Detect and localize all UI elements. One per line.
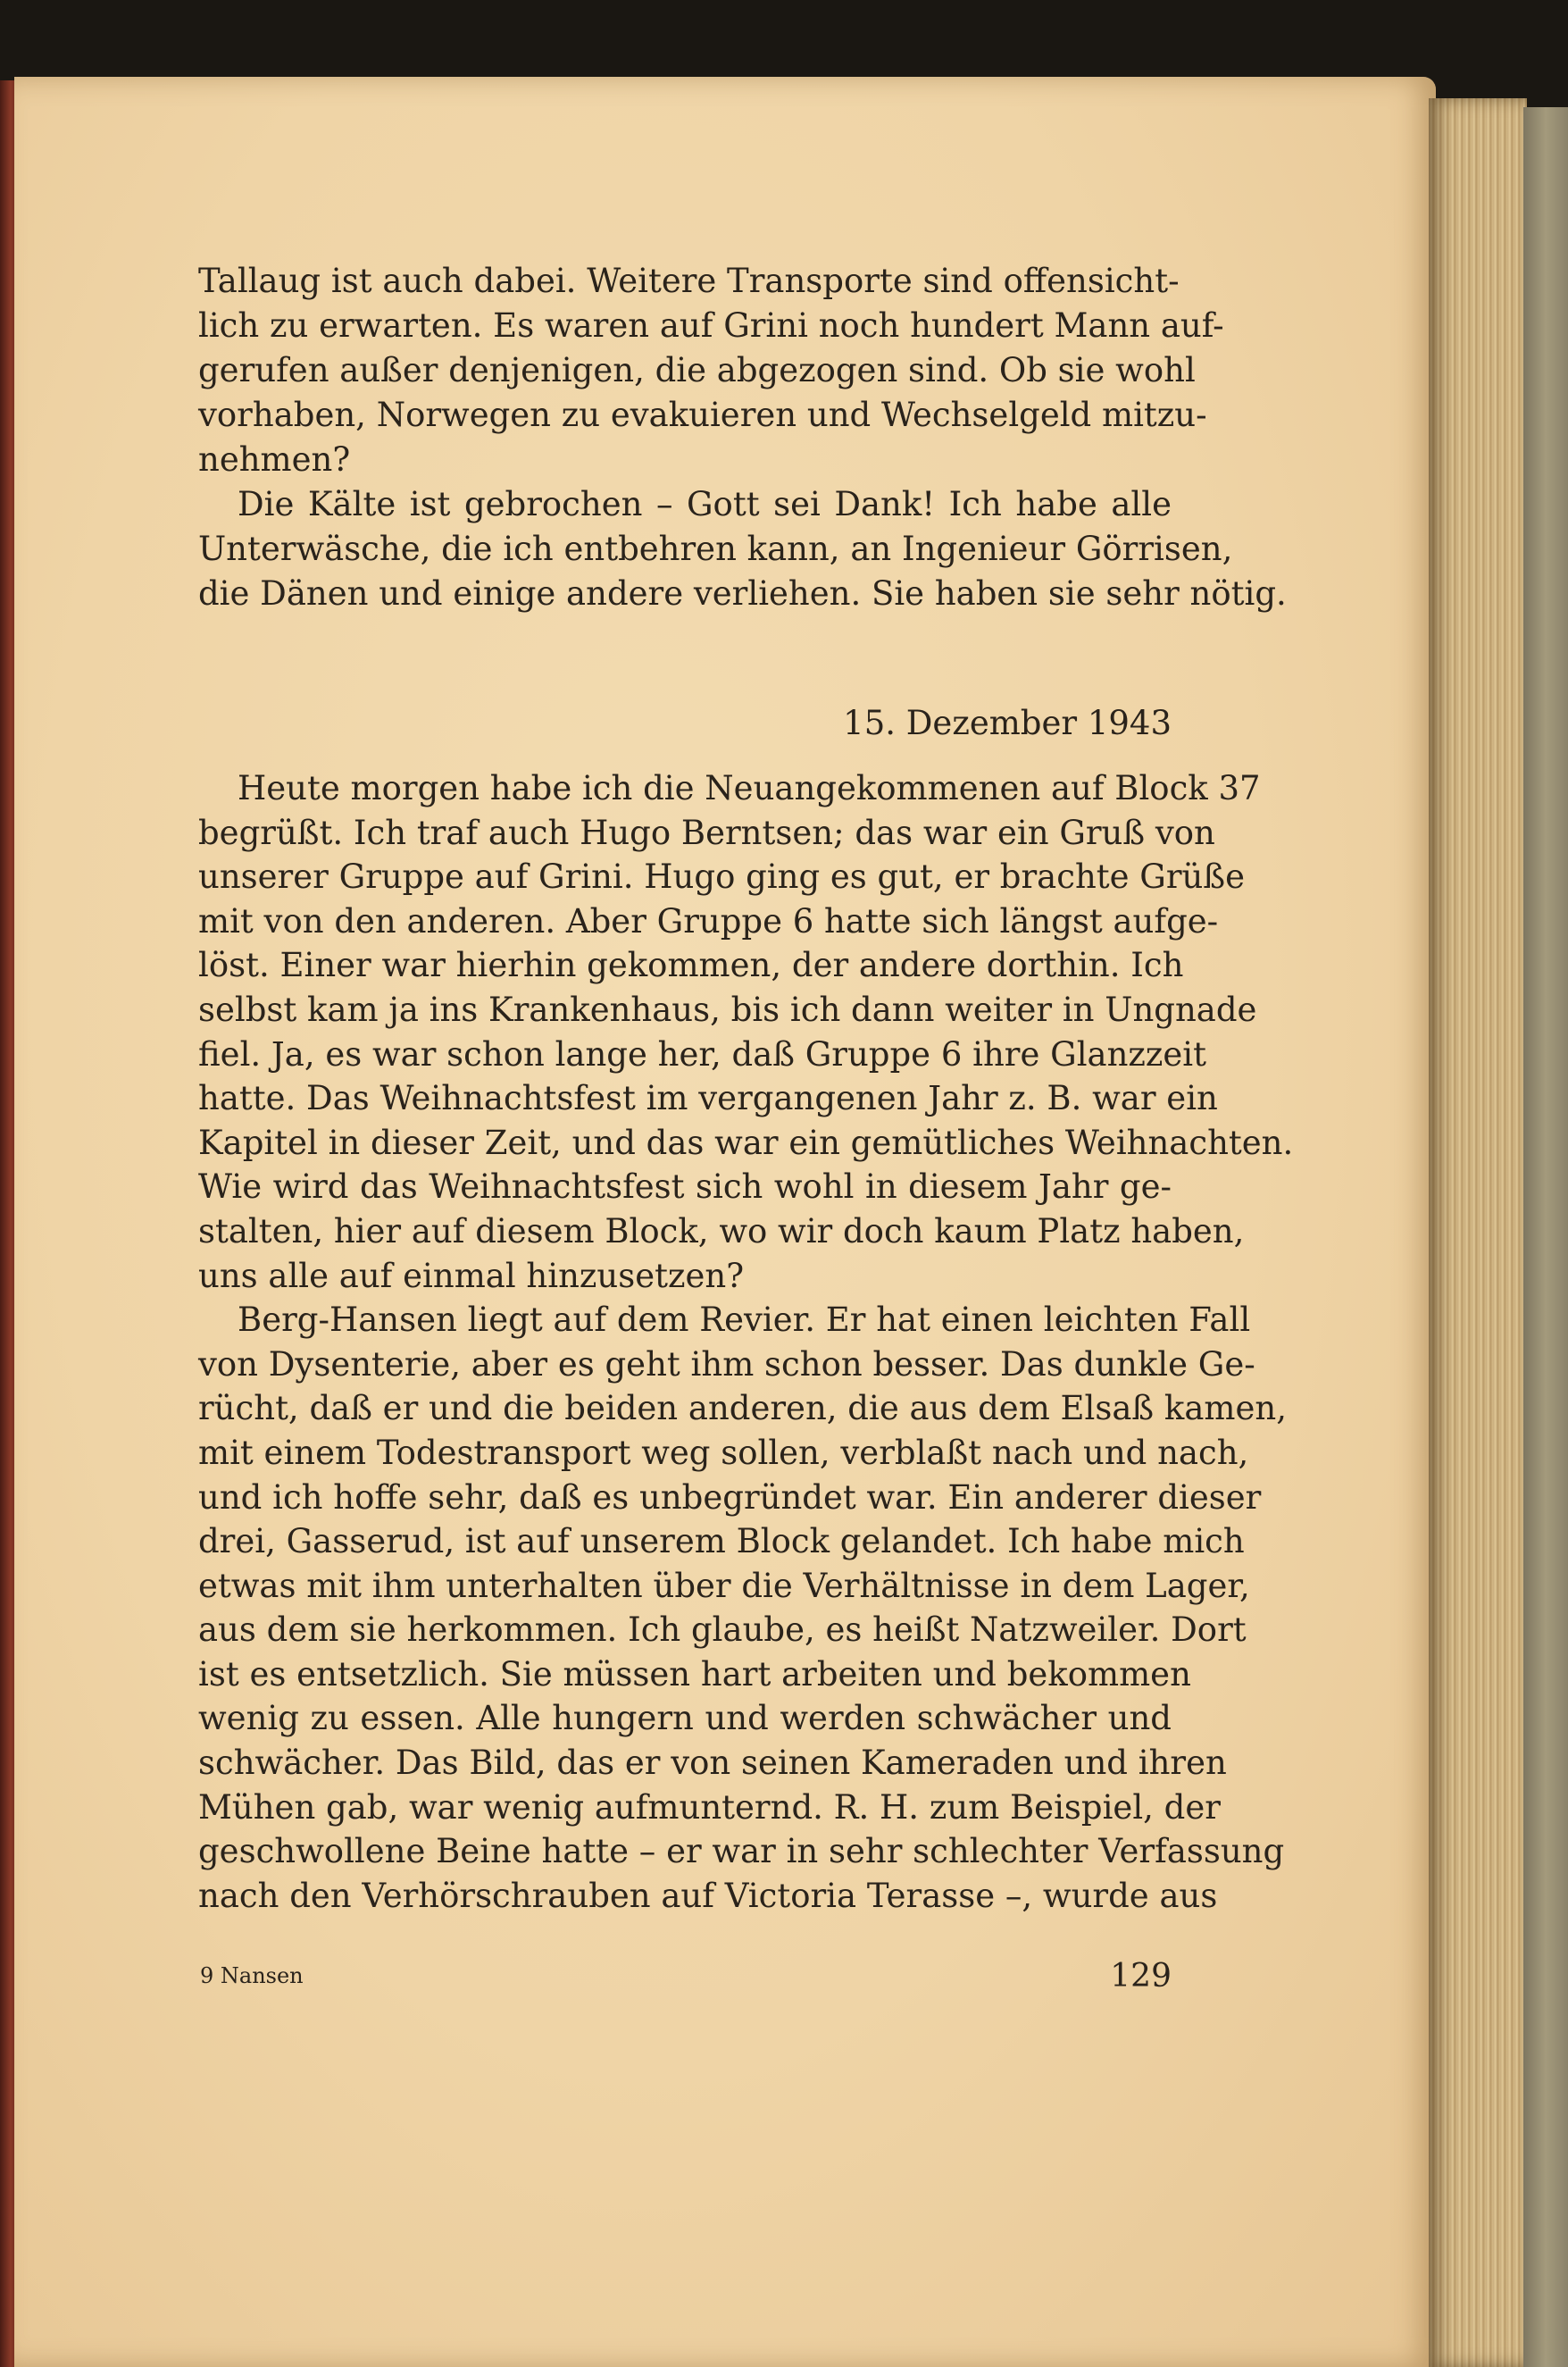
text-line: lich zu erwarten. Es waren auf Grini noch hundert Mann auf- (198, 306, 1224, 345)
text-section-1 (198, 259, 1287, 616)
text-line: begrüßt. Ich traf auch Hugo Berntsen; das war ein Gruß von (198, 813, 1215, 852)
text-line: ist es entsetzlich. Sie müssen hart arbeiten und bekommen (198, 1654, 1191, 1694)
text-line: Berg-Hansen liegt auf dem Revier. Er hat einen leichten Fall (238, 1301, 1251, 1340)
text-line: die Dänen und einige andere verliehen. Sie haben sie sehr nötig. (198, 574, 1287, 613)
text-line: rücht, daß er und die beiden anderen, die aus dem Elsaß kamen, (198, 1389, 1287, 1428)
text-line: wenig zu essen. Alle hungern und werden schwächer und (198, 1699, 1172, 1738)
text-line: Die Kälte ist gebrochen – Gott sei Dank! Ich habe alle (238, 485, 1172, 523)
text-line: selbst kam ja ins Krankenhaus, bis ich dann weiter in Ungnade (198, 990, 1257, 1029)
text-line: schwächer. Das Bild, das er von seinen Kameraden und ihren (198, 1744, 1227, 1783)
text-line: nehmen? (198, 440, 351, 479)
page-stack-edge (1429, 98, 1527, 2367)
text-line: mit einem Todestransport weg sollen, verblaßt nach und nach, (198, 1433, 1249, 1472)
text-line: mit von den anderen. Aber Gruppe 6 hatte sich längst aufge- (198, 901, 1219, 941)
text-line: geschwollene Beine hatte – er war in sehr schlechter Verfassung (198, 1832, 1285, 1871)
text-line: von Dysenterie, aber es geht ihm schon besser. Das dunkle Ge- (198, 1344, 1255, 1384)
text-line: unserer Gruppe auf Grini. Hugo ging es gut, er brachte Grüße (198, 857, 1245, 897)
text-line: uns alle auf einmal hinzusetzen? (198, 1256, 745, 1295)
entry-date: 15. Dezember 1943 (843, 704, 1172, 742)
text-section-2 (198, 766, 1294, 1918)
page-number: 129 (1110, 1958, 1172, 1995)
text-line: und ich hoffe sehr, daß es unbegründet war. Ein anderer dieser (198, 1477, 1262, 1517)
text-line: löst. Einer war hierhin gekommen, der andere dorthin. Ich (198, 946, 1184, 985)
text-line: etwas mit ihm unterhalten über die Verhältnisse in dem Lager, (198, 1566, 1250, 1605)
text-line: Heute morgen habe ich die Neuangekommenen auf Block 37 (238, 769, 1261, 807)
text-line: hatte. Das Weihnachtsfest im vergangenen Jahr z. B. war ein (198, 1079, 1218, 1118)
text-line: Tallaug ist auch dabei. Weitere Transporte sind offensicht- (198, 262, 1180, 300)
book-board-edge (1523, 107, 1568, 2367)
text-line: drei, Gasserud, ist auf unserem Block gelandet. Ich habe mich (198, 1522, 1245, 1561)
text-line: Unterwäsche, die ich entbehren kann, an Ingenieur Görrisen, (198, 530, 1233, 568)
signature-mark: 9 Nansen (200, 1963, 304, 1988)
text-line: vorhaben, Norwegen zu evakuieren und Wechselgeld mitzu- (198, 396, 1207, 434)
text-line: nach den Verhörschrauben auf Victoria Terasse –, wurde aus (198, 1876, 1218, 1915)
text-line: aus dem sie herkommen. Ich glaube, es heißt Natzweiler. Dort (198, 1610, 1247, 1650)
text-line: Mühen gab, war wenig aufmunternd. R. H. zum Beispiel, der (198, 1787, 1221, 1827)
text-line: Wie wird das Weihnachtsfest sich wohl in diesem Jahr ge- (198, 1167, 1172, 1207)
text-line: gerufen außer denjenigen, die abgezogen sind. Ob sie wohl (198, 351, 1196, 389)
text-line: Kapitel in dieser Zeit, und das war ein gemütliches Weihnachten. (198, 1123, 1294, 1162)
text-line: stalten, hier auf diesem Block, wo wir doch kaum Platz haben, (198, 1211, 1245, 1250)
text-line: fiel. Ja, es war schon lange her, daß Gruppe 6 ihre Glanzzeit (198, 1034, 1207, 1074)
